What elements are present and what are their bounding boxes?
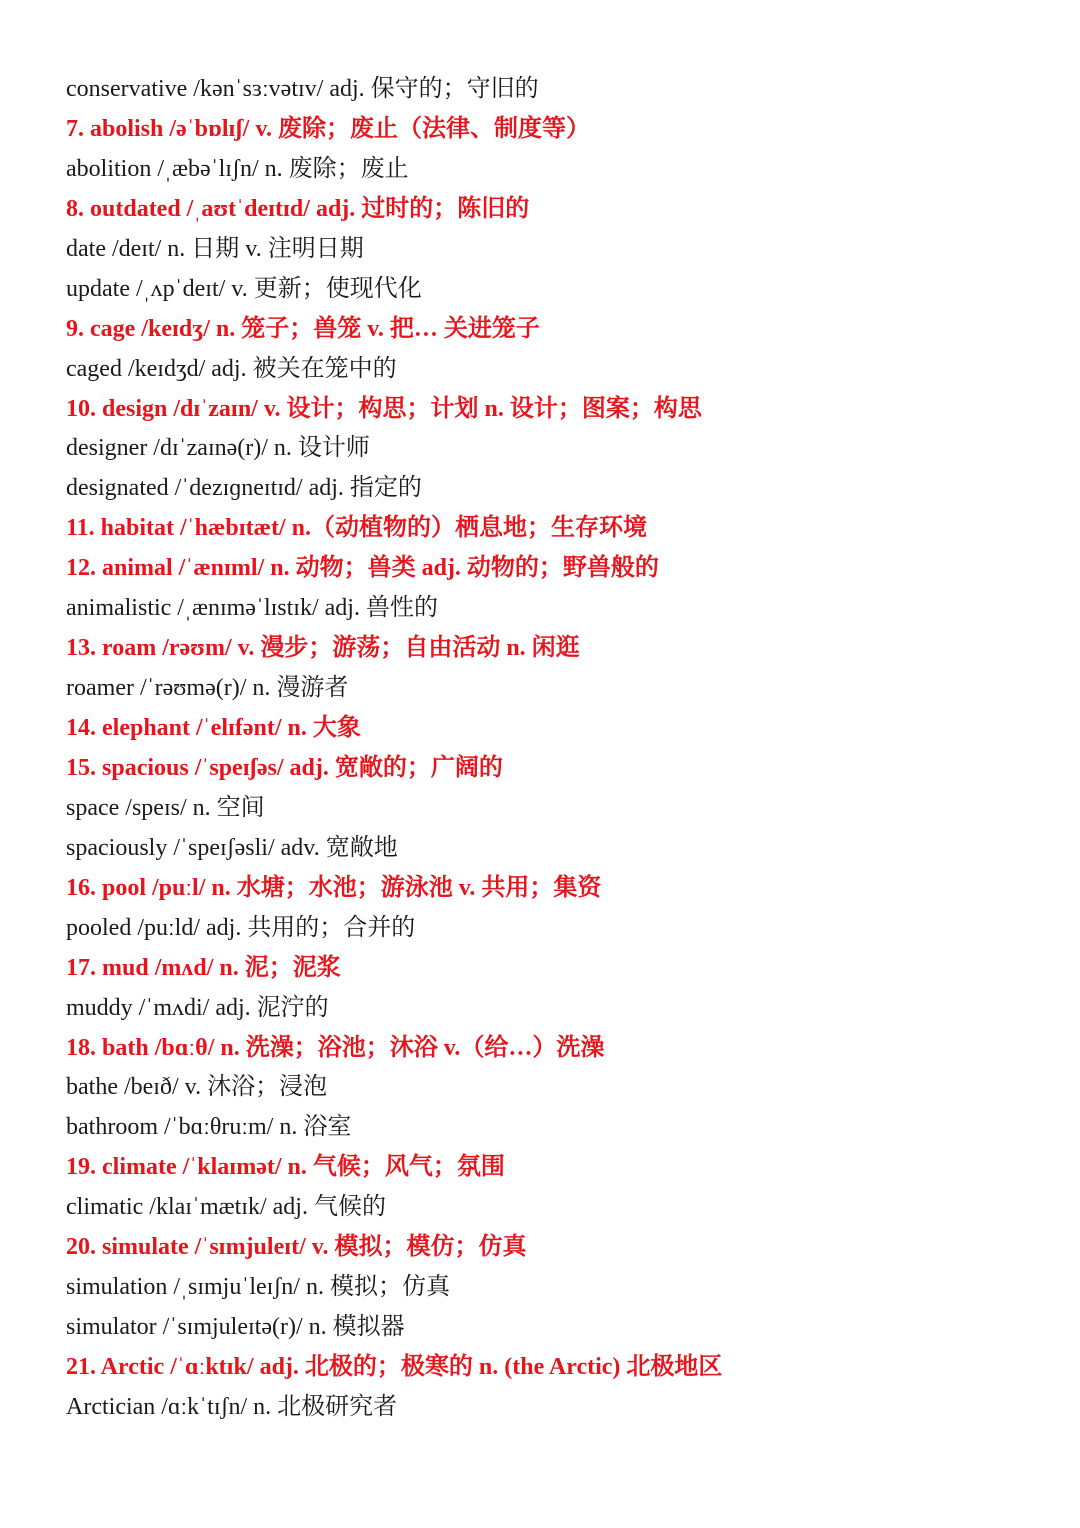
derivative-entry: update /ˌʌpˈdeɪt/ v. 更新；使现代化	[66, 275, 422, 302]
derivative-entry: Arctician /ɑːkˈtɪʃn/ n. 北极研究者	[66, 1393, 398, 1420]
derivative-entry: simulation /ˌsɪmjuˈleɪʃn/ n. 模拟；仿真	[66, 1274, 450, 1301]
headword-entry: 15. spacious /ˈspeɪʃəs/ adj. 宽敞的；广阔的	[66, 754, 503, 781]
headword-entry: 20. simulate /ˈsɪmjuleɪt/ v. 模拟；模仿；仿真	[66, 1234, 527, 1261]
derivative-entry: bathroom /ˈbɑːθruːm/ n. 浴室	[66, 1114, 352, 1141]
derivative-entry: simulator /ˈsɪmjuleɪtə(r)/ n. 模拟器	[66, 1314, 405, 1341]
headword-entry: 21. Arctic /ˈɑːktɪk/ adj. 北极的；极寒的 n. (the Arctic) 北极地区	[66, 1354, 723, 1380]
derivative-entry: designer /dɪˈzaɪnə(r)/ n. 设计师	[66, 435, 370, 462]
headword-entry: 17. mud /mʌd/ n. 泥；泥浆	[66, 954, 341, 981]
derivative-entry: abolition /ˌæbəˈlɪʃn/ n. 废除；废止	[66, 155, 409, 182]
headword-entry: 19. climate /ˈklaɪmət/ n. 气候；风气；氛围	[66, 1154, 505, 1181]
derivative-entry: bathe /beɪð/ v. 沐浴；浸泡	[66, 1074, 328, 1101]
vocabulary-list	[66, 70, 1046, 1428]
headword-entry: 18. bath /bɑːθ/ n. 洗澡；浴池；沐浴 v.（给…）洗澡	[66, 1034, 605, 1061]
headword-entry: 14. elephant /ˈelɪfənt/ n. 大象	[66, 715, 361, 741]
headword-entry: 7. abolish /əˈbɒlɪʃ/ v. 废除；废止（法律、制度等）	[66, 115, 590, 142]
derivative-entry: conservative /kənˈsɜːvətɪv/ adj. 保守的；守旧的	[66, 76, 539, 102]
derivative-entry: designated /ˈdezɪɡneɪtɪd/ adj. 指定的	[66, 475, 422, 502]
derivative-entry: climatic /klaɪˈmætɪk/ adj. 气候的	[66, 1194, 386, 1221]
derivative-entry: space /speɪs/ n. 空间	[66, 794, 265, 821]
headword-entry: 8. outdated /ˌaʊtˈdeɪtɪd/ adj. 过时的；陈旧的	[66, 195, 530, 222]
headword-entry: 10. design /dɪˈzaɪn/ v. 设计；构思；计划 n. 设计；图案；构思	[66, 395, 702, 422]
derivative-entry: roamer /ˈrəʊmə(r)/ n. 漫游者	[66, 675, 349, 702]
derivative-entry: spaciously /ˈspeɪʃəsli/ adv. 宽敞地	[66, 834, 398, 861]
headword-entry: 11. habitat /ˈhæbɪtæt/ n.（动植物的）栖息地；生存环境	[66, 515, 647, 542]
headword-entry: 13. roam /rəʊm/ v. 漫步；游荡；自由活动 n. 闲逛	[66, 635, 580, 662]
derivative-entry: animalistic /ˌænɪməˈlɪstɪk/ adj. 兽性的	[66, 595, 438, 622]
headword-entry: 12. animal /ˈænɪml/ n. 动物；兽类 adj. 动物的；野兽般的	[66, 555, 659, 582]
derivative-entry: pooled /puːld/ adj. 共用的；合并的	[66, 914, 416, 941]
derivative-entry: date /deɪt/ n. 日期 v. 注明日期	[66, 235, 364, 262]
derivative-entry: caged /keɪdʒd/ adj. 被关在笼中的	[66, 355, 397, 382]
derivative-entry: muddy /ˈmʌdi/ adj. 泥泞的	[66, 994, 329, 1021]
headword-entry: 9. cage /keɪdʒ/ n. 笼子；兽笼 v. 把… 关进笼子	[66, 315, 540, 342]
headword-entry: 16. pool /puːl/ n. 水塘；水池；游泳池 v. 共用；集资	[66, 874, 602, 901]
